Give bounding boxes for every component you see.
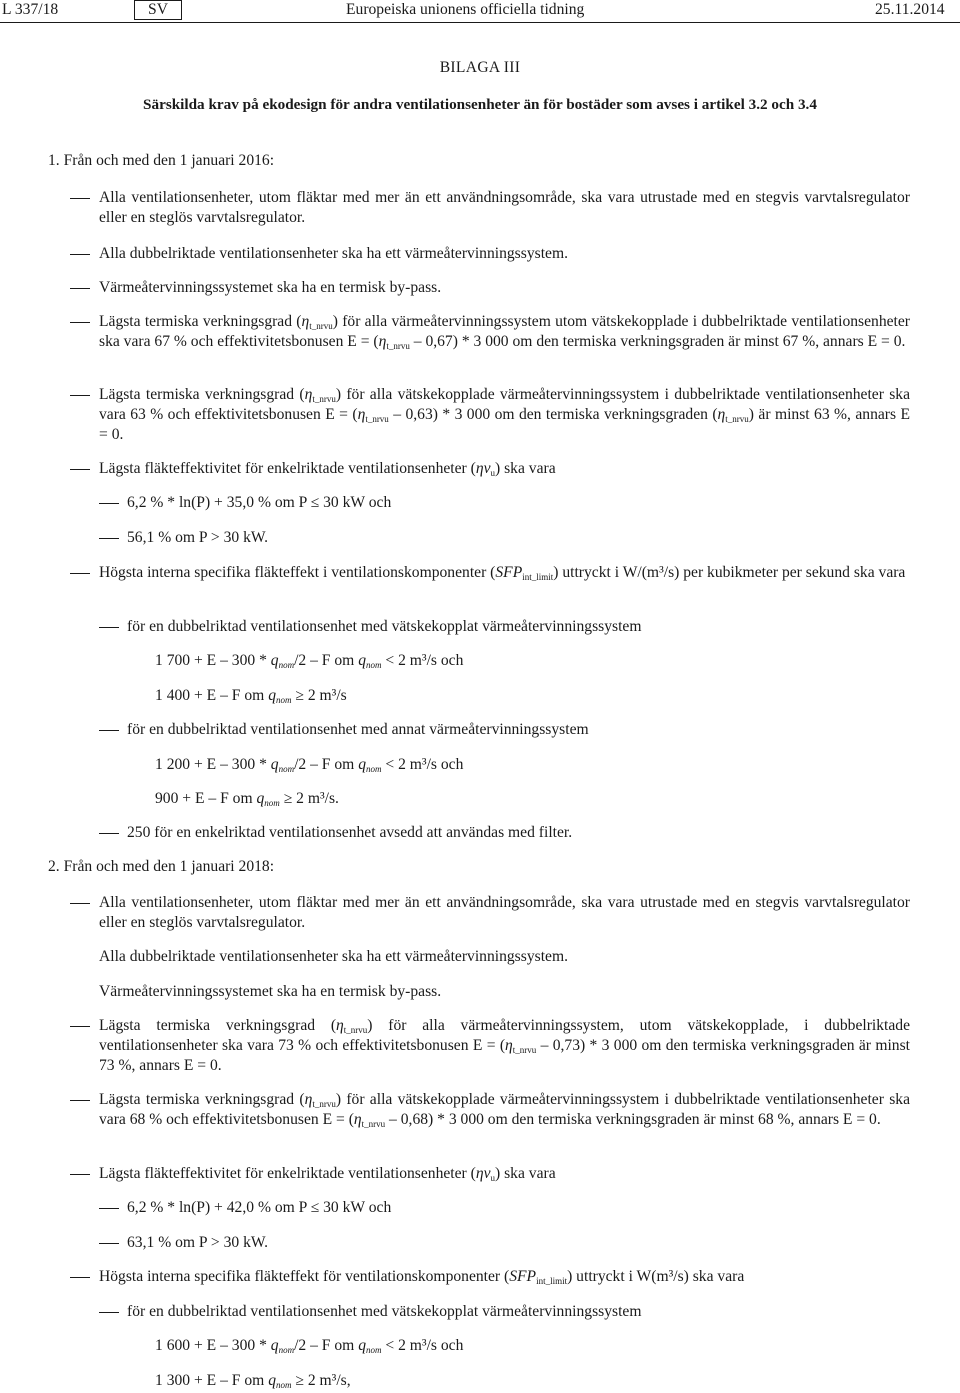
dash bbox=[99, 1243, 119, 1244]
s2-bullet-3: Värmeåtervinningssystemet ska ha en termisk by-pass. bbox=[99, 983, 442, 1000]
section-1-heading: 1. Från och med den 1 januari 2016: bbox=[48, 152, 275, 169]
dash bbox=[99, 730, 119, 731]
s1-bullet-7-1: för en dubbelriktad ventilationsenhet med vätskekopplat värmeåtervinningssystem bbox=[127, 618, 642, 635]
s1-formula-1: 1 $700 + E - 300 * q_{nom}/2 - F$ om $q_{nom} < 2$ m³/s och bbox=[155, 652, 464, 670]
s1-bullet-1: Alla ventilationsenheter, utom fläktar med mer än ett användningsområde, ska vara utrustade med en stegvis varvtalsregulator eller en steglös varvtalsregulator. bbox=[99, 189, 910, 226]
s1-bullet-6-1: 6,2 % * ln(P) + 35,0 % om P ≤ 30 kW och bbox=[127, 494, 392, 511]
dash bbox=[99, 503, 119, 504]
dash bbox=[70, 254, 90, 255]
header-rule bbox=[0, 22, 960, 23]
dash bbox=[70, 469, 90, 470]
s1-bullet-2: Alla dubbelriktade ventilationsenheter ska ha ett värmeåtervinningssystem. bbox=[99, 245, 568, 262]
s2-bullet-6-1: 6,2 % * ln(P) + 42,0 % om P ≤ 30 kW och bbox=[127, 1199, 392, 1216]
dash bbox=[70, 1026, 90, 1027]
s2-bullet-5: Lägsta termiska verkningsgrad $(\eta_{t\_nrvu})$ för alla vätskekopplade värmeåtervinningssystem i dubbelriktade ventilationsenheter ska vara 68 % och effektivitetsbonusen $E = (\eta_{t\_nrvu} - 0,68) * 3$ 000 om den termiska verkningsgraden är minst 68 %, annars E = 0. bbox=[99, 1091, 910, 1129]
language-badge: SV bbox=[134, 0, 182, 20]
s1-bullet-3: Värmeåtervinningssystemet ska ha en termisk by-pass. bbox=[99, 279, 442, 296]
dash bbox=[99, 1312, 119, 1313]
s2-bullet-7: Högsta interna specifika fläkteffekt för ventilationskomponenter $(SFP_{int\_limit})$ uttryckt i W(m³/s) ska vara bbox=[99, 1268, 745, 1286]
s1-formula-3: 1 $200 + E - 300 * q_{nom}/2 - F$ om $q_{nom} < 2$ m³/s och bbox=[155, 756, 464, 774]
dash bbox=[99, 1208, 119, 1209]
s1-formula-2: 1 400 + E – F om $q_{nom} \ge 2$ m³/s bbox=[155, 687, 347, 705]
s1-formula-4: 900 + E – F om $q_{nom} \ge 2$ m³/s. bbox=[155, 790, 339, 808]
s1-bullet-7-3: 250 för en enkelriktad ventilationsenhet avsedd att användas med filter. bbox=[127, 824, 573, 841]
s2-bullet-7-1: för en dubbelriktad ventilationsenhet med vätskekopplat värmeåtervinningssystem bbox=[127, 1303, 642, 1320]
dash bbox=[70, 322, 90, 323]
s2-bullet-4: Lägsta termiska verkningsgrad $(\eta_{t\_nrvu})$ för alla värmeåtervinningssystem, utom vätskekopplade, i dubbelriktade ventilationsenheter ska vara 73 % och effektivitetsbonusen $E = (\eta_{t\_nrvu} - 0,73) * 3$ 000 om den termiska verkningsgraden är minst 73 %, annars E = 0. bbox=[99, 1017, 911, 1074]
dash bbox=[99, 833, 119, 834]
annex-subtitle: Särskilda krav på ekodesign för andra ventilationsenheter än för bostäder som avses i artikel 3.2 och 3.4 bbox=[143, 96, 817, 113]
s2-bullet-6-2: 63,1 % om P > 30 kW. bbox=[127, 1234, 269, 1251]
dash bbox=[70, 395, 90, 396]
dash bbox=[70, 198, 90, 199]
s1-bullet-4: Lägsta termiska verkningsgrad $(\eta_{t\_nrvu})$ för alla värmeåtervinningssystem utom vätskekopplade i dubbelriktade ventilationsenheter ska vara 67 % och effektivitetsbonusen $E = (\eta_{t\_nrvu} - 0,67) * 3$ 000 om den termiska verkningsgraden är minst 67 %, annars E = 0. bbox=[99, 313, 910, 351]
s1-bullet-7: Högsta interna specifika fläkteffekt i ventilationskomponenter $(SFP_{int\_limit})$ uttryckt i W/(m³/s) per kubikmeter per sekund ska vara bbox=[99, 564, 906, 582]
page-reference: L 337/18 bbox=[2, 1, 59, 18]
dash bbox=[70, 288, 90, 289]
dash bbox=[70, 1174, 90, 1175]
s2-formula-2: 1 300 + E – F om $q_{nom} \ge 2$ m³/s, bbox=[155, 1372, 351, 1390]
dash bbox=[70, 573, 90, 574]
dash bbox=[70, 1100, 90, 1101]
dash bbox=[99, 627, 119, 628]
s1-bullet-6: Lägsta fläkteffektivitet för enkelriktade ventilationsenheter $(\eta v_u)$ ska vara bbox=[99, 460, 556, 478]
section-2-heading: 2. Från och med den 1 januari 2018: bbox=[48, 858, 275, 875]
page-header bbox=[0, 0, 960, 22]
dash bbox=[99, 538, 119, 539]
dash bbox=[70, 1277, 90, 1278]
s1-bullet-5: Lägsta termiska verkningsgrad $(\eta_{t\_nrvu})$ för alla vätskekopplade värmeåtervinningssystem i dubbelriktade ventilationsenheter ska vara 63 % och effektivitetsbonusen $E = (\eta_{t\_nrvu} - 0,63) * 3$ 000 om den termiska verkningsgraden $(\eta_{t\_nrvu})$ är minst 63 %, annars E = 0. bbox=[99, 386, 910, 443]
s2-bullet-6: Lägsta fläkteffektivitet för enkelriktade ventilationsenheter $(\eta v_u)$ ska vara bbox=[99, 1165, 556, 1183]
annex-title: BILAGA III bbox=[439, 59, 521, 76]
s2-bullet-2: Alla dubbelriktade ventilationsenheter ska ha ett värmeåtervinningssystem. bbox=[99, 948, 568, 965]
journal-title: Europeiska unionens officiella tidning bbox=[346, 1, 585, 18]
publication-date: 25.11.2014 bbox=[875, 1, 945, 18]
dash bbox=[70, 903, 90, 904]
s2-bullet-1: Alla ventilationsenheter, utom fläktar med mer än ett användningsområde, ska vara utrustade med en stegvis varvtalsregulator eller en steglös varvtalsregulator. bbox=[99, 894, 910, 931]
s2-formula-1: 1 $600 + E - 300 * q_{nom}/2 - F$ om $q_{nom} < 2$ m³/s och bbox=[155, 1337, 464, 1355]
s1-bullet-7-2: för en dubbelriktad ventilationsenhet med annat värmeåtervinningssystem bbox=[127, 721, 589, 738]
s1-bullet-6-2: 56,1 % om P > 30 kW. bbox=[127, 529, 269, 546]
